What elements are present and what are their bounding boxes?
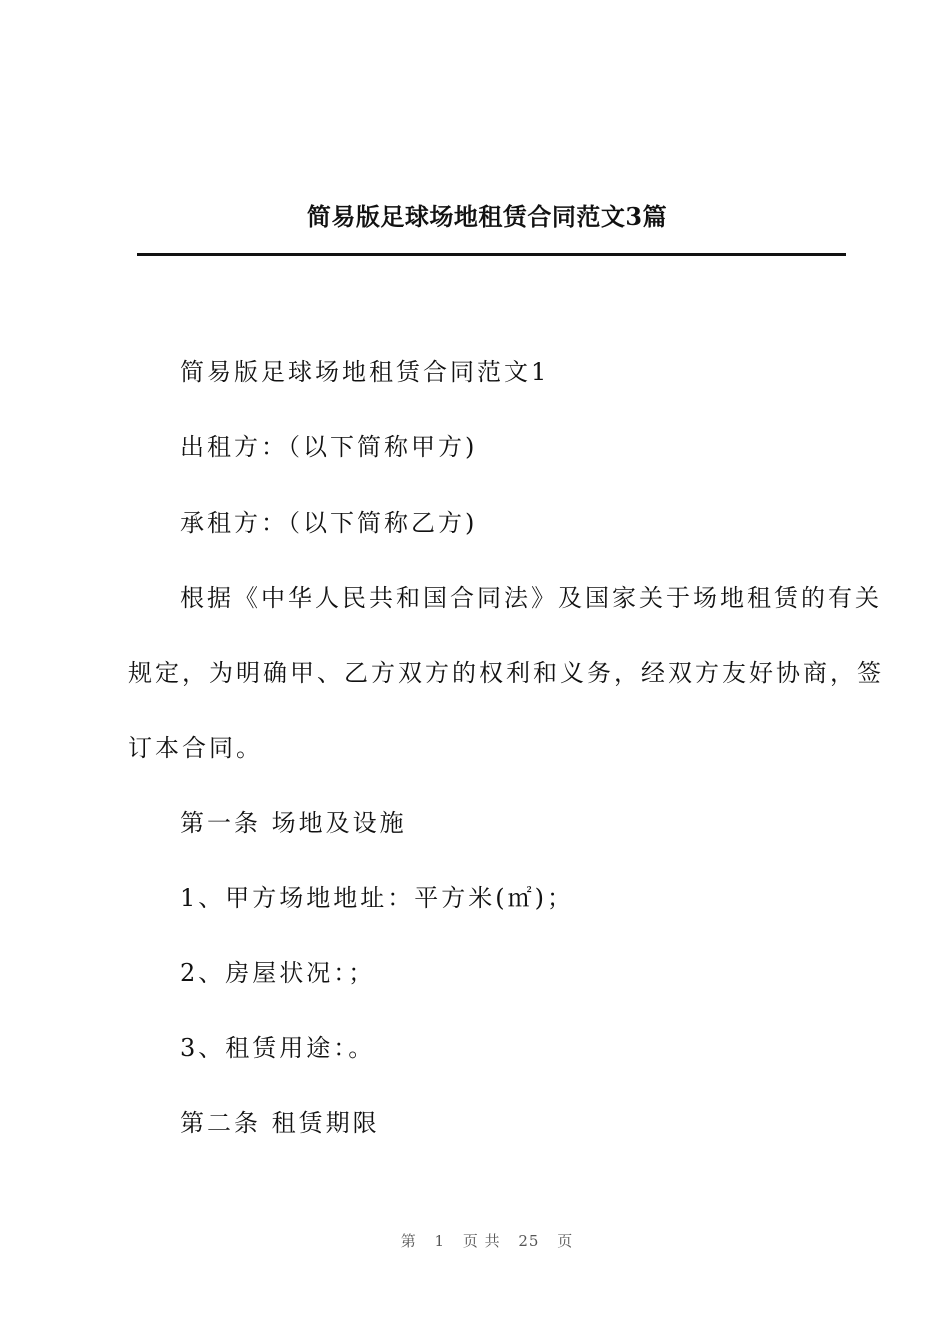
lessee-line: 承租方：（以下简称乙方) (180, 509, 478, 537)
footer-total-pages: 25 (518, 1232, 540, 1250)
footer-suffix: 页 (557, 1232, 574, 1250)
footer-current-page: 1 (434, 1232, 446, 1250)
article-2-heading: 第二条 租赁期限 (180, 1109, 380, 1137)
article-1-heading: 第一条 场地及设施 (180, 809, 407, 837)
item-1: 1、甲方场地地址：平方米(㎡)； (180, 884, 574, 912)
title-divider (137, 253, 846, 256)
footer-prefix: 第 (400, 1232, 417, 1250)
page-title: 简易版足球场地租赁合同范文3篇 (306, 202, 668, 231)
item-3: 3、租赁用途：。 (180, 1034, 376, 1062)
footer-middle: 页 共 (462, 1232, 501, 1250)
contract-heading: 简易版足球场地租赁合同范文1 (180, 358, 550, 386)
lessor-line: 出租方：（以下简称甲方) (180, 433, 478, 461)
preamble-line-2: 规定，为明确甲、乙方双方的权利和义务，经双方友好协商，签 (128, 659, 884, 687)
page-footer (0, 1230, 950, 1251)
preamble-line-3: 订本合同。 (128, 734, 263, 762)
item-2: 2、房屋状况：； (180, 959, 376, 987)
preamble-line-1: 根据《中华人民共和国合同法》及国家关于场地租赁的有关 (180, 584, 882, 612)
